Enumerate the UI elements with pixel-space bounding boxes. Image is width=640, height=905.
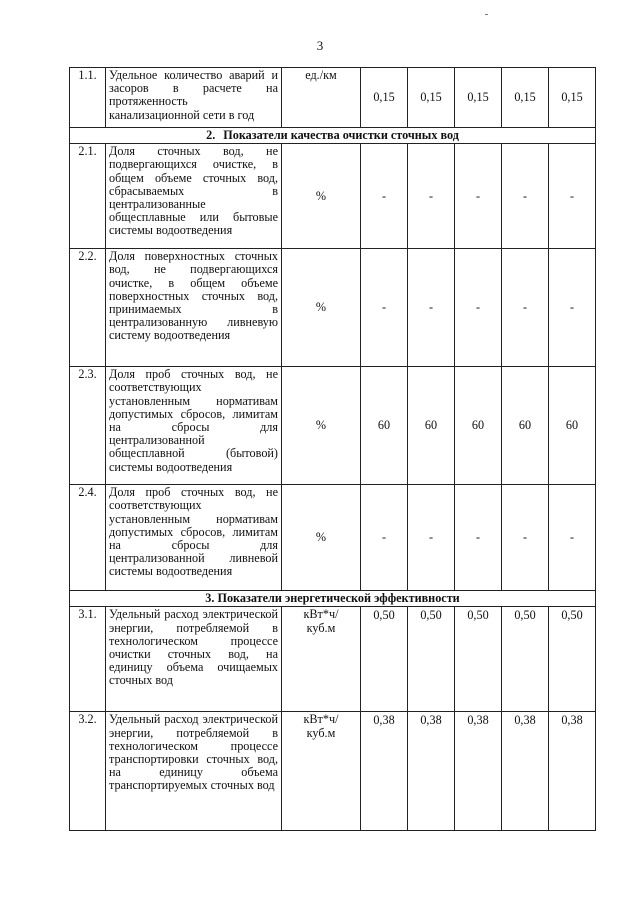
indicator-name: Доля сточных вод, не подвергающихся очистке, в общем объеме сточных вод, сбрасываемых в централизованные общесплавные или бытовые системы водоотведения (106, 144, 282, 249)
value-cell: 0,50 (455, 607, 502, 712)
indicator-name: Удельное количество аварий и засоров в расчете на протяженность канализационной сети в год (106, 68, 282, 128)
value-cell: - (549, 485, 596, 591)
value-cell: 60 (502, 367, 549, 485)
section-number: 2. (206, 128, 216, 142)
row-number: 3.1. (70, 607, 106, 712)
value-cell: 0,38 (549, 712, 596, 831)
value-cell: 0,50 (549, 607, 596, 712)
value-cell: - (408, 485, 455, 591)
unit-cell (282, 607, 361, 712)
row-number: 1.1. (70, 68, 106, 128)
table-row (70, 485, 596, 591)
unit-cell (282, 712, 361, 831)
indicator-name: Доля поверхностных сточных вод, не подвергающихся очистке, в общем объеме поверхностных сточных вод, принимаемых в централизованную ливневую систему водоотведения (106, 249, 282, 367)
scan-mark (485, 14, 488, 15)
table-row (70, 249, 596, 367)
value-cell: 60 (549, 367, 596, 485)
unit-cell: % (282, 485, 361, 591)
value-cell: 0,15 (549, 68, 596, 128)
value-cell: - (502, 144, 549, 249)
row-number: 2.4. (70, 485, 106, 591)
value-cell: 0,50 (361, 607, 408, 712)
value-cell: - (455, 144, 502, 249)
section-header-row (70, 128, 596, 144)
unit-cell: ед./км (282, 68, 361, 128)
indicator-name: Удельный расход электрической энергии, потребляемой в технологическом процессе очистки сточных вод, на единицу объема очищаемых сточных вод (106, 607, 282, 712)
row-number: 2.1. (70, 144, 106, 249)
value-cell: - (361, 144, 408, 249)
unit-cell: % (282, 249, 361, 367)
value-cell: - (455, 249, 502, 367)
section-title: 3. Показатели энергетической эффективности (70, 591, 596, 607)
value-cell: - (361, 249, 408, 367)
row-number: 2.2. (70, 249, 106, 367)
value-cell: - (408, 249, 455, 367)
table-row (70, 607, 596, 712)
unit-line: куб.м (306, 620, 336, 635)
value-cell: - (408, 144, 455, 249)
value-cell: 60 (361, 367, 408, 485)
unit-cell: % (282, 144, 361, 249)
indicators-table (69, 67, 596, 831)
unit-cell: % (282, 367, 361, 485)
section-title-text: Показатели качества очистки сточных вод (223, 128, 459, 142)
value-cell: - (549, 249, 596, 367)
value-cell: 0,38 (455, 712, 502, 831)
table-row (70, 367, 596, 485)
value-cell: 0,50 (502, 607, 549, 712)
value-cell: - (502, 485, 549, 591)
table-row (70, 68, 596, 128)
table-row (70, 712, 596, 831)
value-cell: 60 (455, 367, 502, 485)
indicator-name: Доля проб сточных вод, не соответствующих установленным нормативам допустимых сбросов, лимитам на сбросы для централизованной общесплавной (бытовой) системы водоотведения (106, 367, 282, 485)
value-cell: 0,15 (455, 68, 502, 128)
value-cell: - (502, 249, 549, 367)
value-cell: 0,15 (408, 68, 455, 128)
row-number: 2.3. (70, 367, 106, 485)
page-number: 3 (316, 38, 324, 53)
value-cell: 0,38 (502, 712, 549, 831)
unit-line: кВт*ч/ (303, 607, 339, 622)
row-number: 3.2. (70, 712, 106, 831)
value-cell: 0,38 (361, 712, 408, 831)
value-cell: - (455, 485, 502, 591)
value-cell: - (361, 485, 408, 591)
value-cell: 0,38 (408, 712, 455, 831)
value-cell: 0,15 (502, 68, 549, 128)
section-header-row (70, 591, 596, 607)
unit-line: куб.м (306, 725, 336, 740)
unit-line: кВт*ч/ (303, 712, 339, 727)
value-cell: 0,50 (408, 607, 455, 712)
value-cell: - (549, 144, 596, 249)
value-cell: 0,15 (361, 68, 408, 128)
section-title (70, 128, 596, 144)
indicator-name: Доля проб сточных вод, не соответствующих установленным нормативам допустимых сбросов, лимитам на сбросы для централизованной ливневой системы водоотведения (106, 485, 282, 591)
value-cell: 60 (408, 367, 455, 485)
indicator-name: Удельный расход электрической энергии, потребляемой в технологическом процессе транспортировки сточных вод, на единицу объема транспортируемых сточных вод (106, 712, 282, 831)
table-row (70, 144, 596, 249)
